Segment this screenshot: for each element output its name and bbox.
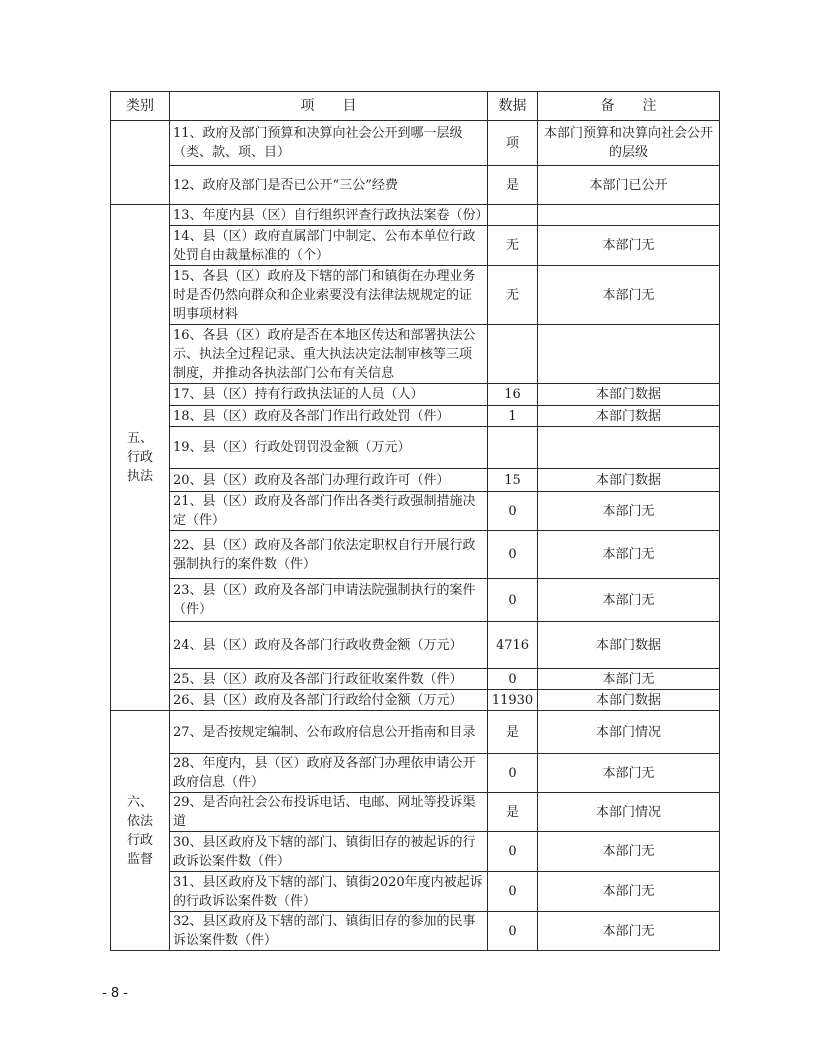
item-cell: 31、县区政府及下辖的部门、镇街2020年度内被起诉的行政诉讼案件数（件）	[170, 872, 488, 912]
table-row	[111, 912, 720, 951]
note-cell	[538, 205, 720, 226]
statistics-table	[110, 91, 720, 951]
table-row	[111, 531, 720, 579]
note-cell: 本部门数据	[538, 622, 720, 669]
table-row	[111, 669, 720, 690]
table-row	[111, 711, 720, 754]
table-row	[111, 205, 720, 226]
table-row	[111, 492, 720, 531]
item-cell: 30、县区政府及下辖的部门、镇街旧存的被起诉的行政诉讼案件数（件）	[170, 832, 488, 872]
table-row	[111, 832, 720, 872]
note-cell: 本部门无	[538, 226, 720, 266]
table-row	[111, 266, 720, 325]
note-cell: 本部门无	[538, 872, 720, 912]
header-item: 项 目	[170, 92, 488, 121]
note-cell: 本部门无	[538, 492, 720, 531]
page-number: - 8 -	[102, 986, 128, 1001]
note-cell: 本部门预算和决算向社会公开的层级	[538, 121, 720, 166]
table-row	[111, 226, 720, 266]
data-cell: 0	[488, 579, 538, 622]
note-cell: 本部门数据	[538, 469, 720, 492]
data-cell: 0	[488, 531, 538, 579]
data-cell: 0	[488, 754, 538, 793]
note-cell: 本部门无	[538, 531, 720, 579]
note-cell: 本部门情况	[538, 793, 720, 832]
item-cell: 13、年度内县（区）自行组织评查行政执法案卷（份）	[170, 205, 488, 226]
item-cell: 28、年度内，县（区）政府及各部门办理依申请公开政府信息（件）	[170, 754, 488, 793]
item-cell: 24、县（区）政府及各部门行政收费金额（万元）	[170, 622, 488, 669]
note-cell: 本部门已公开	[538, 166, 720, 205]
note-cell: 本部门无	[538, 754, 720, 793]
table-row	[111, 427, 720, 469]
table-row	[111, 579, 720, 622]
item-cell: 26、县（区）政府及各部门行政给付金额（万元）	[170, 690, 488, 711]
note-cell: 本部门数据	[538, 406, 720, 427]
table-row	[111, 872, 720, 912]
item-cell: 12、政府及部门是否已公开“三公”经费	[170, 166, 488, 205]
item-cell: 17、县（区）持有行政执法证的人员（人）	[170, 384, 488, 406]
item-cell: 21、县（区）政府及各部门作出各类行政强制措施决定（件）	[170, 492, 488, 531]
category-cell: 五、 行政 执法	[111, 205, 170, 711]
header-data: 数据	[488, 92, 538, 121]
note-cell: 本部门无	[538, 579, 720, 622]
table-row	[111, 325, 720, 384]
data-cell: 0	[488, 912, 538, 951]
data-cell: 0	[488, 832, 538, 872]
note-cell: 本部门数据	[538, 384, 720, 406]
table-row	[111, 406, 720, 427]
data-cell: 11930	[488, 690, 538, 711]
table-row	[111, 469, 720, 492]
table-row	[111, 166, 720, 205]
table-row	[111, 793, 720, 832]
data-cell: 是	[488, 793, 538, 832]
data-cell: 是	[488, 711, 538, 754]
data-cell: 0	[488, 872, 538, 912]
table-row	[111, 622, 720, 669]
item-cell: 22、县（区）政府及各部门依法定职权自行开展行政强制执行的案件数（件）	[170, 531, 488, 579]
data-cell: 是	[488, 166, 538, 205]
note-cell: 本部门无	[538, 266, 720, 325]
item-cell: 11、政府及部门预算和决算向社会公开到哪一层级（类、款、项、目）	[170, 121, 488, 166]
item-cell: 20、县（区）政府及各部门办理行政许可（件）	[170, 469, 488, 492]
data-cell: 项	[488, 121, 538, 166]
table-row	[111, 121, 720, 166]
data-cell: 1	[488, 406, 538, 427]
table-row	[111, 754, 720, 793]
item-cell: 16、各县（区）政府是否在本地区传达和部署执法公示、执法全过程记录、重大执法决定法制审核等三项制度，并推动各执法部门公布有关信息	[170, 325, 488, 384]
item-cell: 14、县（区）政府直属部门中制定、公布本单位行政处罚自由裁量标准的（个）	[170, 226, 488, 266]
data-cell: 无	[488, 226, 538, 266]
data-cell: 0	[488, 669, 538, 690]
note-cell: 本部门情况	[538, 711, 720, 754]
note-cell	[538, 325, 720, 384]
item-cell: 23、县（区）政府及各部门申请法院强制执行的案件（件）	[170, 579, 488, 622]
item-cell: 29、是否向社会公布投诉电话、电邮、网址等投诉渠道	[170, 793, 488, 832]
header-category: 类别	[111, 92, 170, 121]
data-cell	[488, 427, 538, 469]
data-cell: 15	[488, 469, 538, 492]
data-cell: 16	[488, 384, 538, 406]
data-cell: 无	[488, 266, 538, 325]
item-cell: 25、县（区）政府及各部门行政征收案件数（件）	[170, 669, 488, 690]
item-cell: 15、各县（区）政府及下辖的部门和镇街在办理业务时是否仍然向群众和企业索要没有法律法规规定的证明事项材料	[170, 266, 488, 325]
data-cell	[488, 325, 538, 384]
item-cell: 32、县区政府及下辖的部门、镇街旧存的参加的民事诉讼案件数（件）	[170, 912, 488, 951]
table-row	[111, 690, 720, 711]
data-cell	[488, 205, 538, 226]
category-cell: 六、 依法 行政 监督	[111, 711, 170, 951]
data-cell: 0	[488, 492, 538, 531]
note-cell: 本部门数据	[538, 690, 720, 711]
item-cell: 27、是否按规定编制、公布政府信息公开指南和目录	[170, 711, 488, 754]
note-cell: 本部门无	[538, 669, 720, 690]
item-cell: 19、县（区）行政处罚罚没金额（万元）	[170, 427, 488, 469]
table-row	[111, 384, 720, 406]
category-cell	[111, 121, 170, 205]
data-cell: 4716	[488, 622, 538, 669]
item-cell: 18、县（区）政府及各部门作出行政处罚（件）	[170, 406, 488, 427]
header-note: 备 注	[538, 92, 720, 121]
note-cell: 本部门无	[538, 832, 720, 872]
table-header-row	[111, 92, 720, 121]
note-cell: 本部门无	[538, 912, 720, 951]
note-cell	[538, 427, 720, 469]
